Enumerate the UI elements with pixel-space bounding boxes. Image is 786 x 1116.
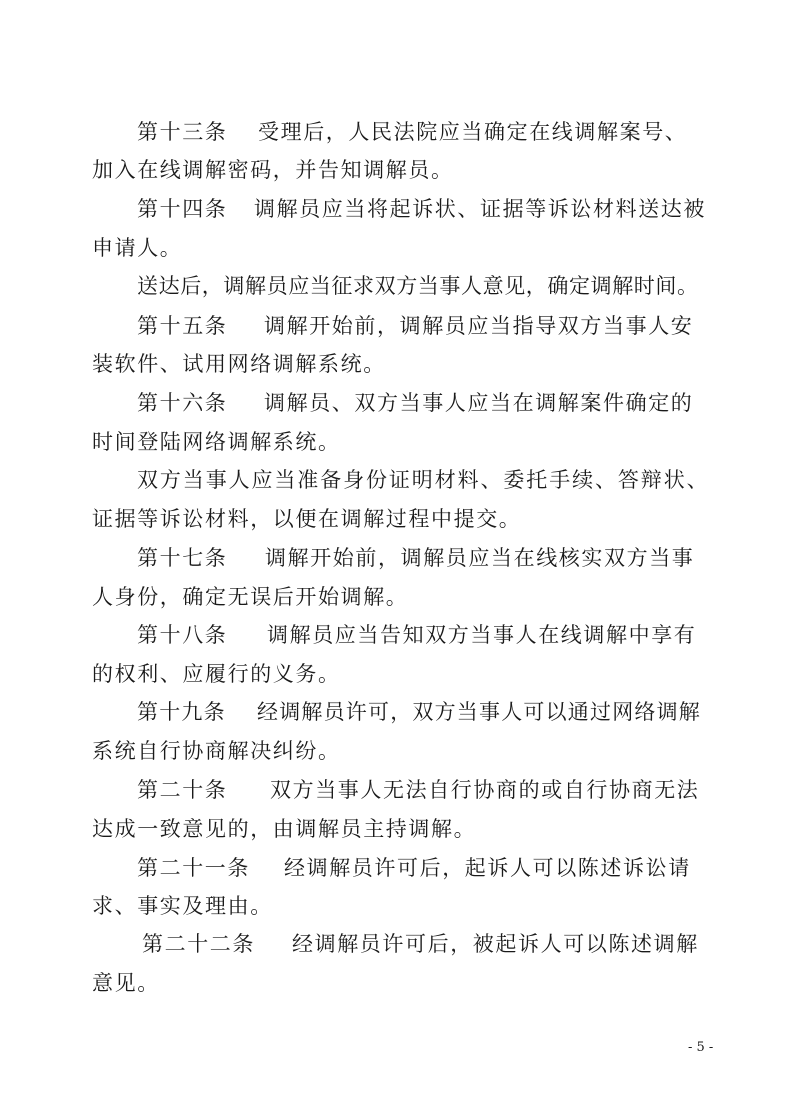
text-line: [92, 429, 341, 455]
article-label: 第十五条: [137, 314, 228, 338]
article-label: 第十六条: [137, 391, 228, 415]
article-text: 经调解员许可后，起诉人可以陈述诉讼请: [284, 856, 691, 880]
text-line: [137, 196, 706, 222]
article-text: 调解员应当将起诉状、证据等诉讼材料送达被: [254, 197, 706, 221]
article-label: 第二十二条: [142, 932, 255, 956]
article-text: 调解开始前，调解员应当指导双方当事人安: [264, 314, 694, 338]
article-label: 第十七条: [137, 546, 228, 570]
text-line: [137, 622, 696, 648]
text-line: [92, 506, 521, 532]
article-text: 双方当事人无法自行协商的或自行协商无法: [270, 778, 700, 802]
article-text: 达成一致意见的，由调解员主持调解。: [92, 817, 477, 841]
article-text: 的权利、应履行的义务。: [92, 662, 341, 686]
page-number: - 5 -: [688, 1040, 714, 1055]
article-text: 加入在线调解密码，并告知调解员。: [92, 158, 454, 182]
text-line: [137, 313, 693, 339]
text-line: [92, 661, 341, 687]
article-text: 经调解员许可后，被起诉人可以陈述调解: [292, 932, 699, 956]
text-line: [92, 157, 454, 183]
text-line: [142, 931, 699, 957]
article-text: 意见。: [92, 971, 160, 995]
text-line: [137, 545, 694, 571]
article-text: 双方当事人应当准备身份证明材料、委托手续、答辩状、: [137, 468, 710, 492]
article-label: 第十四条: [137, 197, 228, 221]
text-line: [137, 467, 710, 493]
article-text: 系统自行协商解决纠纷。: [92, 739, 341, 763]
text-line: [137, 855, 691, 881]
article-text: 调解开始前，调解员应当在线核实双方当事: [265, 546, 695, 570]
text-line: [92, 738, 341, 764]
text-line: [137, 390, 693, 416]
text-line: [92, 584, 408, 610]
article-text: 求、事实及理由。: [92, 894, 273, 918]
article-label: 第二十条: [137, 778, 228, 802]
text-line: [137, 699, 701, 725]
text-line: [92, 351, 386, 377]
article-text: 证据等诉讼材料，以便在调解过程中提交。: [92, 507, 522, 531]
article-text: 人身份，确定无误后开始调解。: [92, 585, 409, 609]
article-text: 时间登陆网络调解系统。: [92, 430, 341, 454]
text-line: [92, 970, 160, 996]
article-text: 调解员应当告知双方当事人在线调解中享有: [267, 623, 697, 647]
article-text: 送达后，调解员应当征求双方当事人意见，确定调解时间。: [137, 274, 699, 298]
article-text: 调解员、双方当事人应当在调解案件确定的: [264, 391, 694, 415]
text-line: [92, 816, 476, 842]
article-text: 经调解员许可，双方当事人可以通过网络调解: [257, 700, 701, 724]
article-label: 第十九条: [137, 700, 226, 724]
text-line: [137, 777, 699, 803]
article-text: 受理后，人民法院应当确定在线调解案号、: [258, 120, 688, 144]
text-line: [92, 235, 182, 261]
article-label: 第十八条: [137, 623, 228, 647]
article-label: 第十三条: [137, 120, 228, 144]
text-line: [137, 119, 687, 145]
article-text: 申请人。: [92, 236, 183, 260]
article-text: 装软件、试用网络调解系统。: [92, 352, 386, 376]
article-label: 第二十一条: [137, 856, 250, 880]
text-line: [137, 273, 699, 299]
text-line: [92, 893, 273, 919]
